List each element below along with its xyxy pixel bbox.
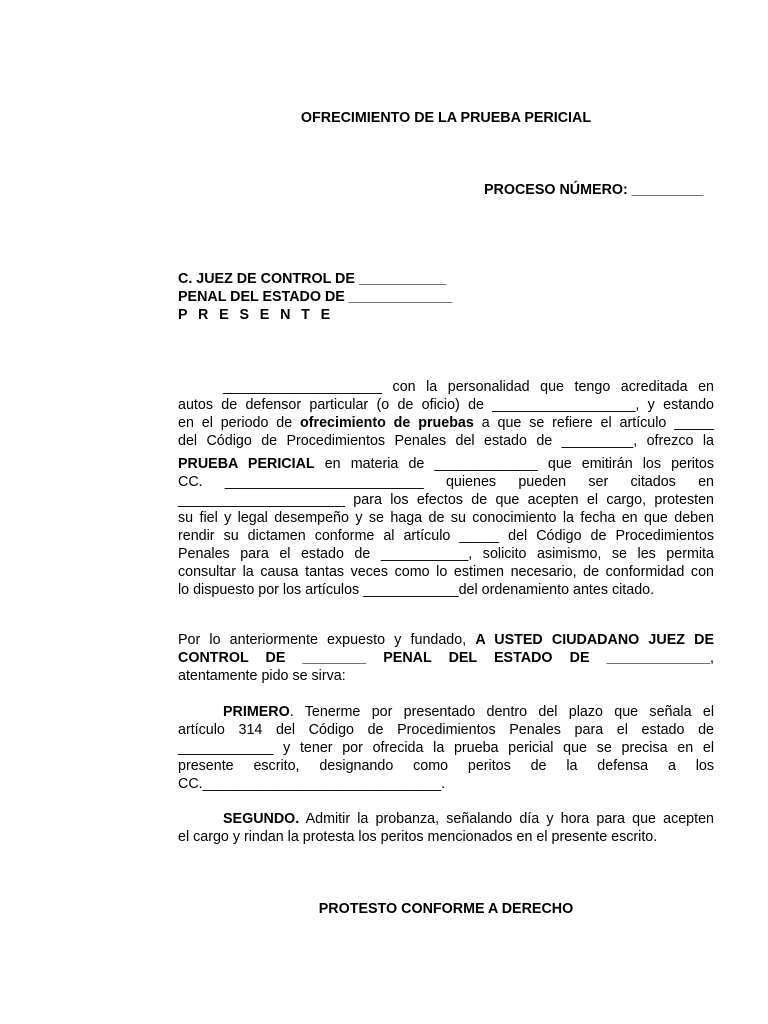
paragraph-line: en el periodo de ofrecimiento de pruebas a que se refiere el artículo _____ [178, 415, 714, 431]
prueba-pericial-emphasis: PRUEBA PERICIAL [178, 456, 315, 472]
addressee-emphasis: A USTED CIUDADANO JUEZ DE [475, 632, 714, 648]
closing-protest: PROTESTO CONFORME A DERECHO [318, 901, 574, 917]
paragraph-line: presente escrito, designando como peritos de la defensa a los [178, 758, 714, 774]
paragraph-line: ____________________ con la personalidad que tengo acreditada en [223, 379, 714, 395]
petition-paragraph [178, 631, 714, 685]
primero-label: PRIMERO [223, 704, 290, 720]
addressee-state-line: PENAL DEL ESTADO DE _____________ [178, 289, 453, 305]
paragraph-line: PRIMERO. Tenerme por presentado dentro del plazo que señala el [223, 704, 714, 720]
paragraph-line: lo dispuesto por los artículos ____________del ordenamiento antes citado. [178, 582, 655, 598]
paragraph-line: Penales para el estado de ___________, solicito asimismo, se les permita [178, 546, 714, 562]
ofrecimiento-de-pruebas-emphasis: ofrecimiento de pruebas [300, 415, 474, 431]
paragraph-line: ____________ y tener por ofrecida la prueba pericial que se precisa en el [178, 740, 714, 756]
paragraph-line: CC.______________________________. [178, 776, 446, 792]
addressee-block [178, 270, 452, 324]
addressee-presente: P R E S E N T E [178, 307, 334, 323]
paragraph-line: _____________________ para los efectos de que acepten el cargo, protesten [178, 492, 714, 508]
paragraph-line: PRUEBA PERICIAL en materia de _____________ que emitirán los peritos [178, 456, 714, 472]
proceso-numero: PROCESO NÚMERO: _________ [484, 182, 704, 198]
offer-paragraph [178, 378, 714, 599]
paragraph-line: autos de defensor particular (o de oficio) de __________________, y estando [178, 397, 714, 413]
paragraph-line: atentamente pido se sirva: [178, 668, 346, 684]
segundo-paragraph [178, 810, 714, 846]
paragraph-line: Por lo anteriormente expuesto y fundado, A USTED CIUDADANO JUEZ DE [178, 632, 714, 648]
segundo-label: SEGUNDO. [223, 811, 300, 827]
document-title: OFRECIMIENTO DE LA PRUEBA PERICIAL [300, 110, 592, 126]
paragraph-line: el cargo y rindan la protesta los peritos mencionados en el presente escrito. [178, 829, 658, 845]
paragraph-line: CONTROL DE ________ PENAL DEL ESTADO DE _____________, [178, 650, 714, 666]
paragraph-line: SEGUNDO. Admitir la probanza, señalando día y hora para que acepten [223, 811, 714, 827]
paragraph-line: del Código de Procedimientos Penales del estado de _________, ofrezco la [178, 433, 714, 449]
paragraph-line: rendir su dictamen conforme al artículo _____ del Código de Procedimientos [178, 528, 714, 544]
addressee-judge-line: C. JUEZ DE CONTROL DE ___________ [178, 271, 447, 287]
paragraph-line: consultar la causa tantas veces como lo estimen necesario, de conformidad con [178, 564, 714, 580]
paragraph-line: su fiel y legal desempeño y se haga de su conocimiento la fecha en que deben [178, 510, 714, 526]
paragraph-line: CC. _________________________ quienes pueden ser citados en [178, 474, 714, 490]
paragraph-line: artículo 314 del Código de Procedimientos Penales para el estado de [178, 722, 714, 738]
primero-paragraph [178, 703, 714, 793]
